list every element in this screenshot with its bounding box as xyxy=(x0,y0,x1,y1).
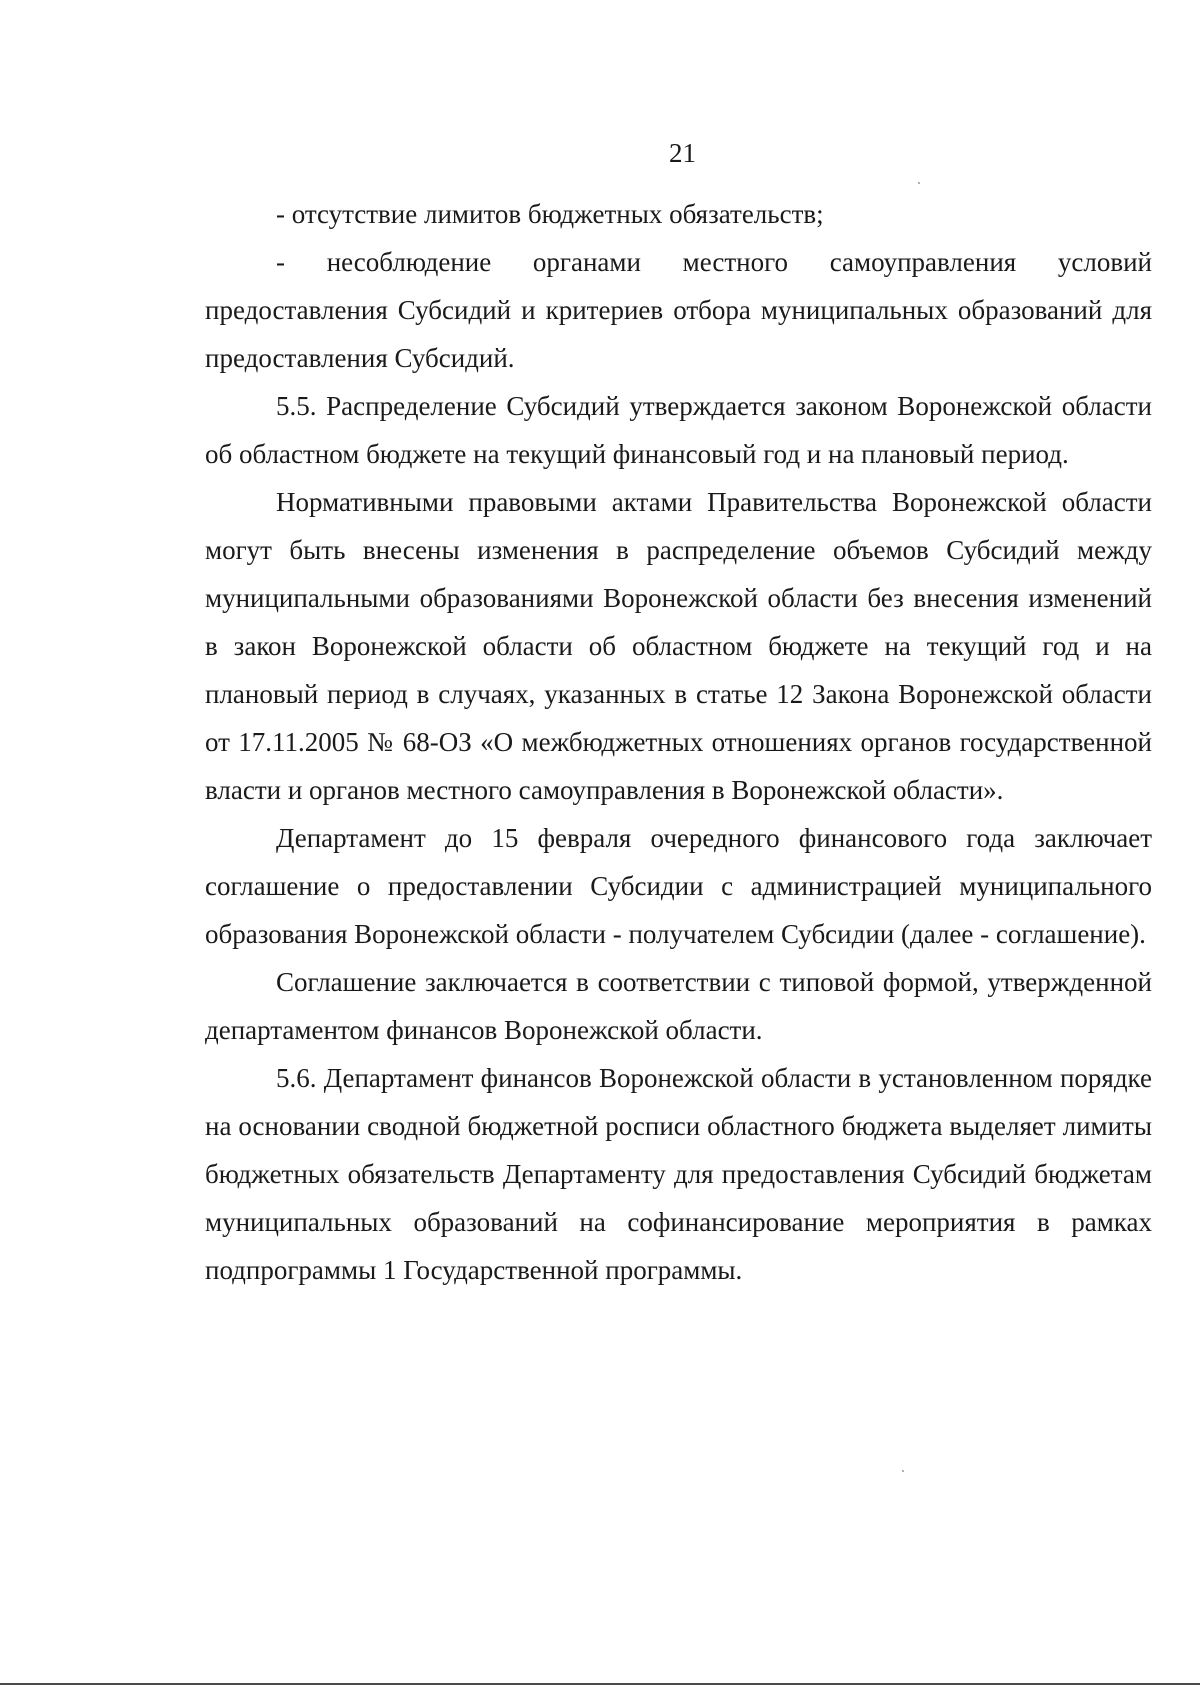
scan-bottom-edge xyxy=(0,1683,1200,1685)
document-body xyxy=(205,190,1152,1294)
paragraph-limits-absence: - отсутствие лимитов бюджетных обязательств; xyxy=(276,199,824,229)
paragraph-department-agreement: Департамент до 15 февраля очередного финансового года заключает соглашение о предоставлении Субсидии с администрацией муниципального образования Воронежской области - получателем Субсидии (далее - соглашение). xyxy=(205,823,1152,949)
scan-speck xyxy=(918,182,920,184)
paragraph-section-5-5: 5.5. Распределение Субсидий утверждается законом Воронежской области об областном бюджете на текущий финансовый год и на плановый период. xyxy=(205,391,1152,469)
paragraph-section-5-6: 5.6. Департамент финансов Воронежской области в установленном порядке на основании сводной бюджетной росписи областного бюджета выделяет лимиты бюджетных обязательств Департаменту для предоставления Субсидий бюджетам муниципальных образований на софинансирование мероприятия в рамках подпрограммы 1 Государственной программы. xyxy=(205,1063,1152,1285)
page-number: 21 xyxy=(669,138,696,168)
paragraph-agreement-form: Соглашение заключается в соответствии с типовой формой, утвержденной департаментом финансов Воронежской области. xyxy=(205,967,1152,1045)
scan-speck xyxy=(902,1470,904,1472)
paragraph-noncompliance: - несоблюдение органами местного самоуправления условий предоставления Субсидий и критериев отбора муниципальных образований для предоставления Субсидий. xyxy=(205,247,1152,373)
paragraph-normative-acts: Нормативными правовыми актами Правительства Воронежской области могут быть внесены изменения в распределение объемов Субсидий между муниципальными образованиями Воронежской области без внесения изменений в закон Воронежской области об областном бюджете на текущий год и на плановый период в случаях, указанных в статье 12 Закона Воронежской области от 17.11.2005 № 68-ОЗ «О межбюджетных отношениях органов государственной власти и органов местного самоуправления в Воронежской области». xyxy=(205,487,1152,805)
